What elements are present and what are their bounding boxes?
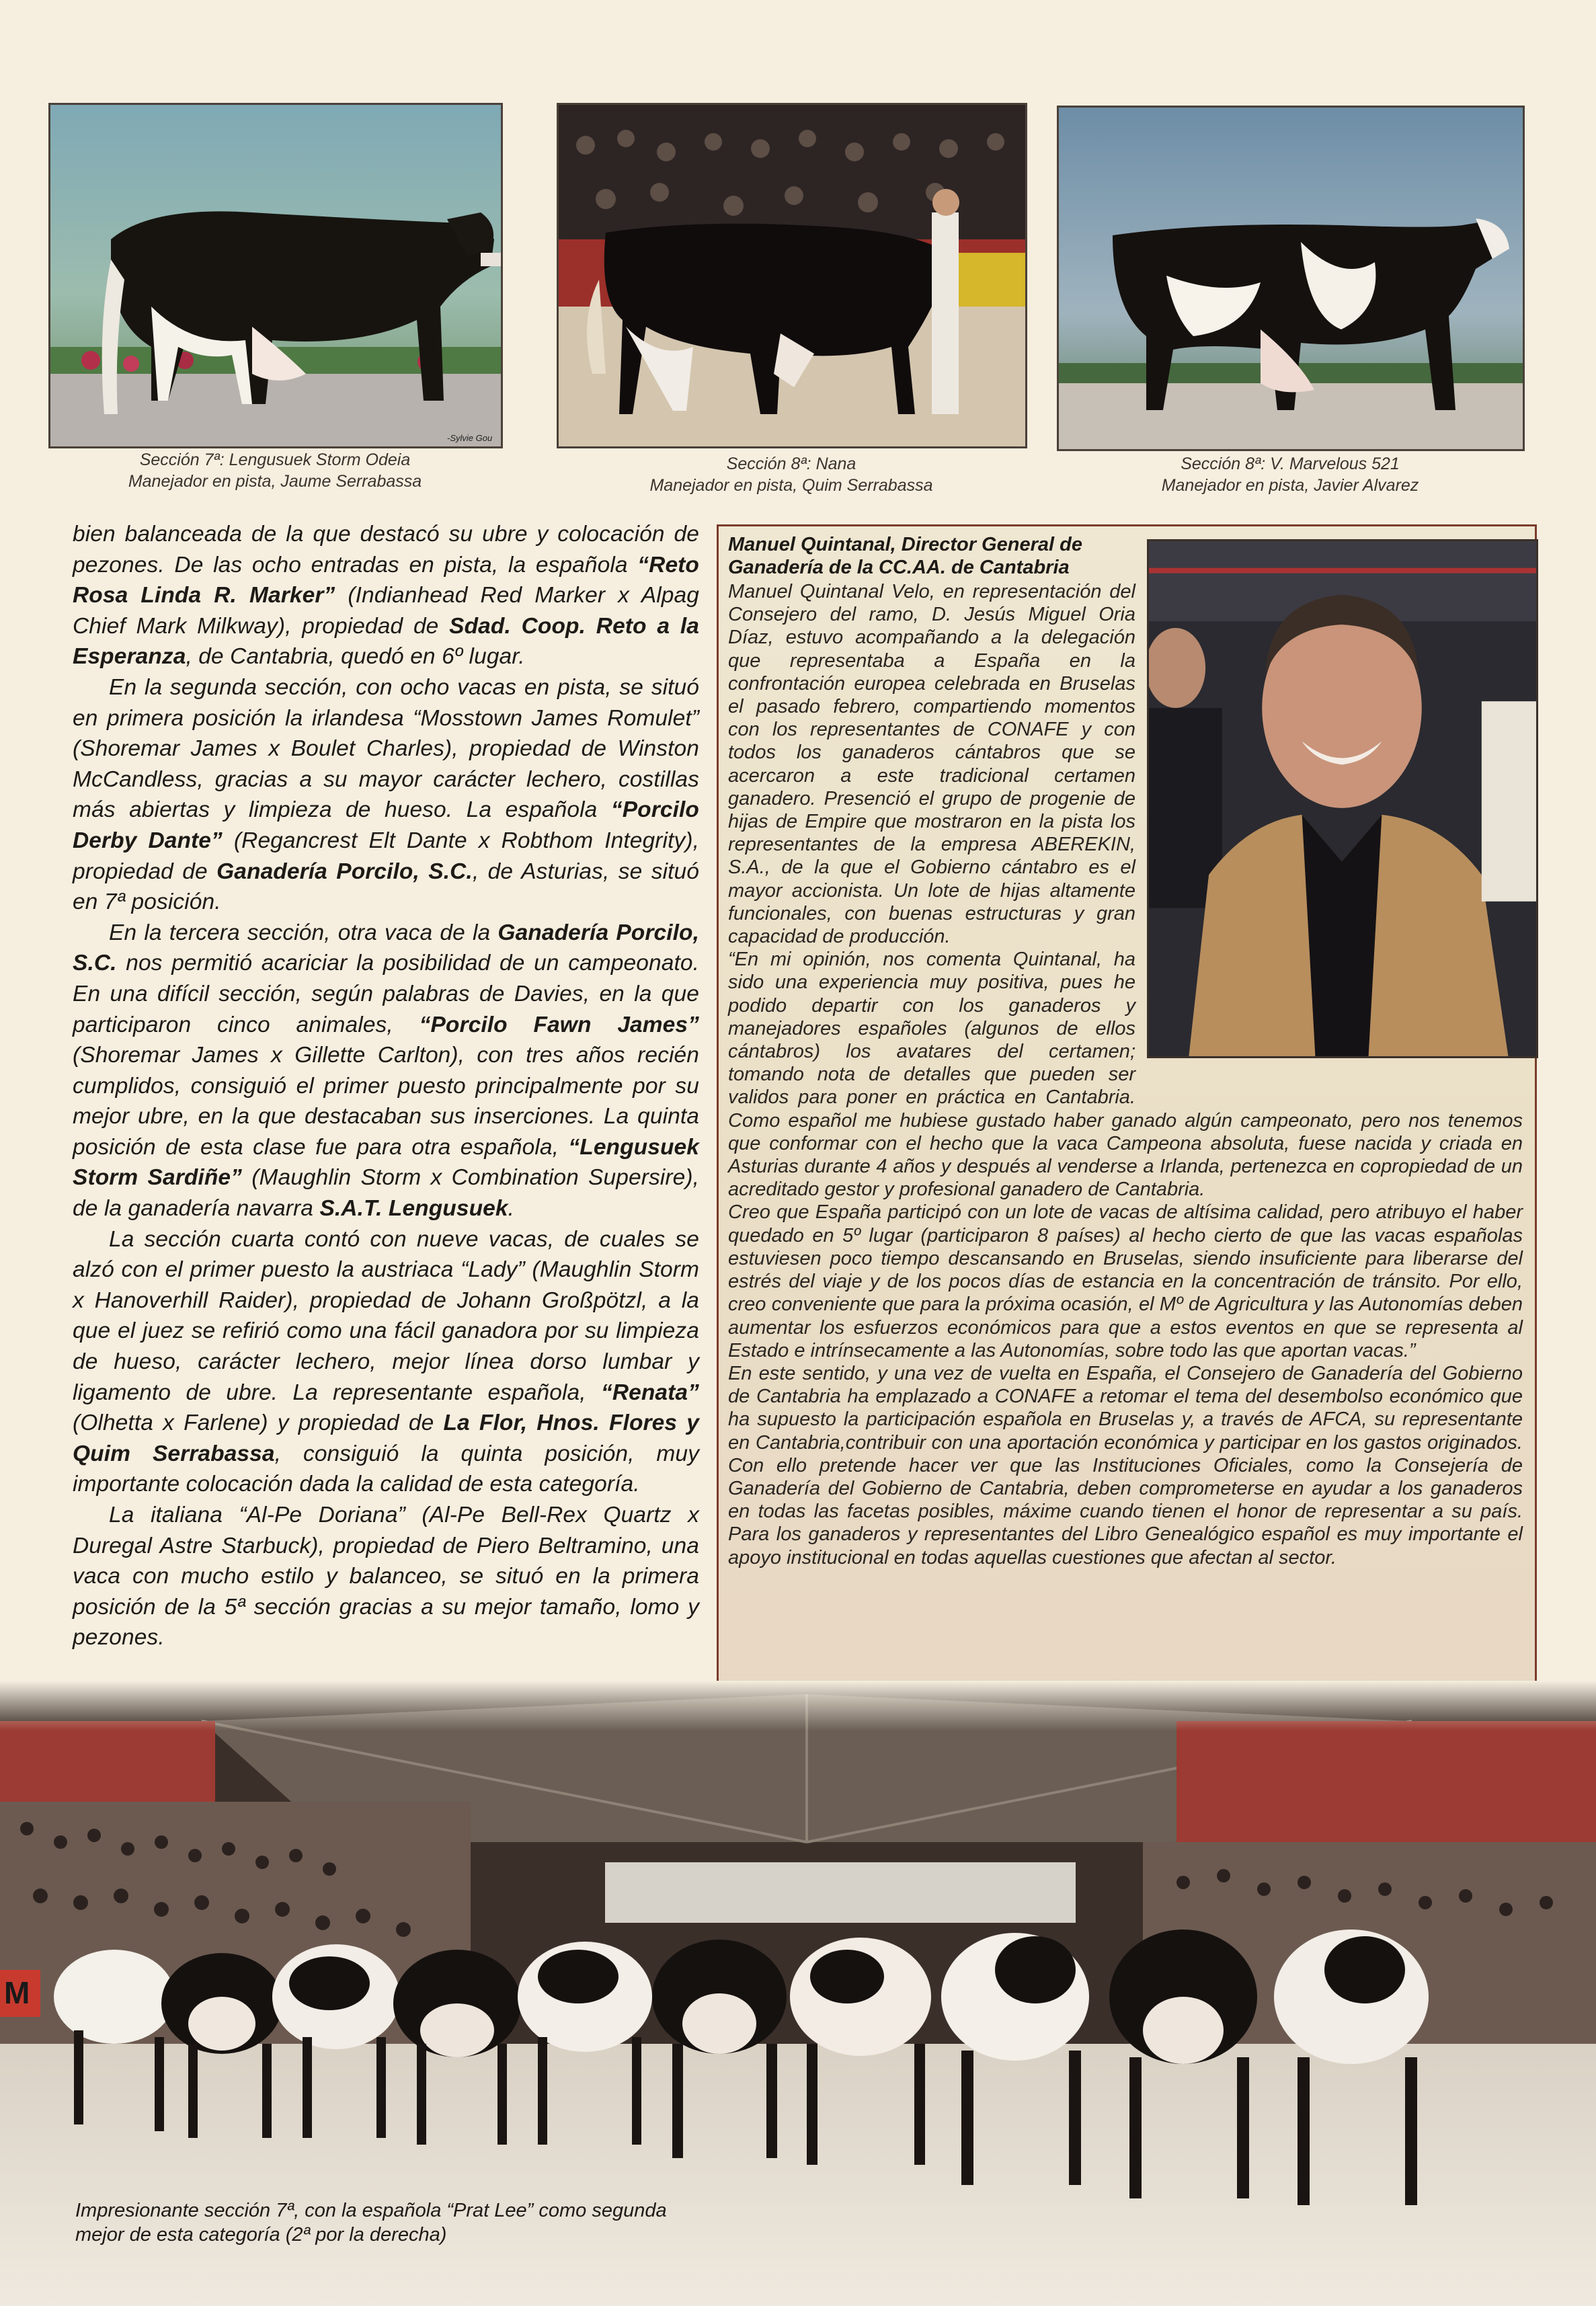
sidebar-title: Manuel Quintanal, Director General de Ganadería de la CC.AA. de Cantabria: [728, 534, 1082, 578]
portrait-photo: [1147, 539, 1538, 1058]
photo-credit: -Sylvie Gou: [447, 433, 493, 443]
caption-1-line-2: Manejador en pista, Jaume Serrabassa: [128, 472, 422, 491]
caption-1-line-1: Sección 7ª: Lengusuek Storm Odeia: [139, 450, 411, 469]
arena-caption-line-1: Impresionante sección 7ª, con la española “Prat Lee” como segunda: [75, 2200, 667, 2221]
caption-2-line-2: Manejador en pista, Quim Serrabassa: [649, 476, 933, 495]
cow-photo-1-image: [50, 105, 501, 446]
portrait-image: [1149, 541, 1536, 1056]
caption-3-line-2: Manejador en pista, Javier Alvarez: [1161, 476, 1419, 495]
caption-3-line-1: Sección 8ª: V. Marvelous 521: [1181, 454, 1400, 473]
caption-2-line-1: Sección 8ª: Nana: [726, 454, 856, 473]
sidebar-paragraph: En este sentido, y una vez de vuelta en España, el Consejero de Ganadería del Gobierno de Cantabria ha emplazado a CONAFE a retomar el tema del desembolso económico que ha supuesto la participación española en Bruselas y, a través de AFCA, su representante en Cantabria,contribuir con una aportación económica y participar en los gastos originados. Con ello pretende hacer ver que las Instituciones Oficiales, como la Consejería de Ganadería del Gobierno de Cantabria, deben comprometerse en ayudar a los ganaderos en todas las facetas posibles, máxime cuando tienen el honor de representar a su país. Para los ganaderos y representantes del Libro Genealógico español es muy importante el apoyo institucional en todas aquellas cuestiones que afectan al sector.: [728, 1362, 1523, 1568]
article-paragraph: En la tercera sección, otra vaca de la Ganadería Porcilo, S.C. nos permitió acariciar la posibilidad de un campeonato. En una difícil sección, según palabras de Davies, en la que participaron cinco animales, “Porcilo Fawn James” (Shoremar James x Gillette Carlton), con tres años recién cumplidos, consiguió el primer puesto principalmente por su mejor ubre, en la que destacaban sus inserciones. La quinta posición de esta clase fue para otra española, “Lengusuek Storm Sardiñe” (Maughlin Storm x Combination Supersire), de la ganadería navarra S.A.T. Lengusuek.: [73, 920, 699, 1222]
photo-caption-1: [48, 449, 502, 492]
sidebar-paragraph: Creo que España participó con un lote de vacas de altísima calidad, pero atribuyo el haber quedado en 5º lugar (participaron 8 países) al hecho cierto de que las vacas españolas estuviesen poco tiempo descansando en Bruselas, siendo insuficiente para liberarse del estrés del viaje y de los pocos días de estancia en la concentración de tránsito. Por ello, creo conveniente que para la próxima ocasión, el Mº de Agricultura y las Autonomías deben aumentar los esfuerzos económicos para que a estos eventos en que se representa al Estado e intrínsecamente a las Autonomías, sobre todo las que aportan vacas.”: [728, 1201, 1523, 1361]
photo-lengusuek-storm-odeia: [48, 103, 503, 448]
article-paragraph: En la segunda sección, con ocho vacas en pista, se situó en primera posición la irlandesa “Mosstown James Romulet” (Shoremar James x Boulet Charles), propiedad de Winston McCandless, gracias a su mayor carácter lechero, costillas más abiertas y limpieza de hueso. La española “Porcilo Derby Dante” (Regancrest Elt Dante x Robthom Integrity), propiedad de Ganadería Porcilo, S.C., de Asturias, se situó en 7ª posición.: [73, 674, 699, 915]
sidebar-paragraph: Manuel Quintanal Velo, en representación del Consejero del ramo, D. Jesús Miguel Oria Díaz, estuvo acompañando a la delegación que representaba a España en la confrontación europea celebrada en Bruselas el pasado febrero, compartiendo momentos con los representantes de CONAFE y con todos los ganaderos cántabros que se acercaron a este tradicional certamen ganadero. Presenció el grupo de progenie de hijas de Empire que mostraron en la pista los representantes de la empresa ABEREKIN, S.A., de la que el Gobierno cántabro es el mayor accionista. Un lote de hijas altamente funcionales, con buenas estructuras y gran capacidad de producción.: [728, 581, 1135, 948]
cow-photo-3-image: [1059, 108, 1523, 449]
sidebar-paragraph: “En mi opinión, nos comenta Quintanal, ha sido una experiencia muy positiva, pues he podido departir con los ganaderos y manejadores españoles (algunos de ellos cántabros) los avatares del certamen; tomando nota de detalles que pueden ser validos para poner en práctica en Cantabria. Como español me hubiese gustado haber ganado algún campeonato, pero nos tenemos que conformar con el hecho que la vaca Campeona absoluta, fuese nacida y criada en Asturias durante 4 años y después al venderse a Irlanda, pertenezca en copropiedad de un acreditado gestor y profesional ganadero de Cantabria.: [728, 949, 1523, 1201]
article-paragraph: bien balanceada de la que destacó su ubre y colocación de pezones. De las ocho entradas en pista, la española “Reto Rosa Linda R. Marker” (Indianhead Red Marker x Alpag Chief Mark Milkway), propiedad de Sdad. Coop. Reto a la Esperanza, de Cantabria, quedó en 6º lugar.: [73, 522, 700, 670]
arena-caption-line-2: mejor de esta categoría (2ª por la derecha): [75, 2224, 447, 2245]
photo-caption-3: [1057, 453, 1523, 496]
article-paragraph: La sección cuarta contó con nueve vacas, de cuales se alzó con el primer puesto la austriaca “Lady” (Maughlin Storm x Hanoverhill Raider), propiedad de Johann Großpötzl, a la que el juez se refirió como una fácil ganadora por su limpieza de hueso, carácter lechero, mejor línea dorso lumbar y ligamento de ubre. La representante española, “Renata” (Olhetta x Farlene) y propiedad de La Flor, Hnos. Flores y Quim Serrabassa, consiguió la quinta posición, muy importante colocación dada la calidad de esta categoría.: [73, 1226, 699, 1497]
article-paragraph: La italiana “Al-Pe Doriana” (Al-Pe Bell-Rex Quartz x Duregal Astre Starbuck), propiedad de Piero Beltramino, una vaca con mucho estilo y balanceo, se situó en la primera posición de la 5ª sección gracias a su mejor tamaño, lomo y pezones.: [73, 1503, 699, 1651]
photo-nana: [557, 103, 1027, 448]
arena-photo-caption: [75, 2198, 815, 2247]
photo-v-marvelous-521: [1057, 106, 1525, 451]
photo-caption-2: [557, 453, 1026, 496]
cow-photo-2-image: [559, 105, 1025, 446]
article-column: [73, 519, 699, 1653]
